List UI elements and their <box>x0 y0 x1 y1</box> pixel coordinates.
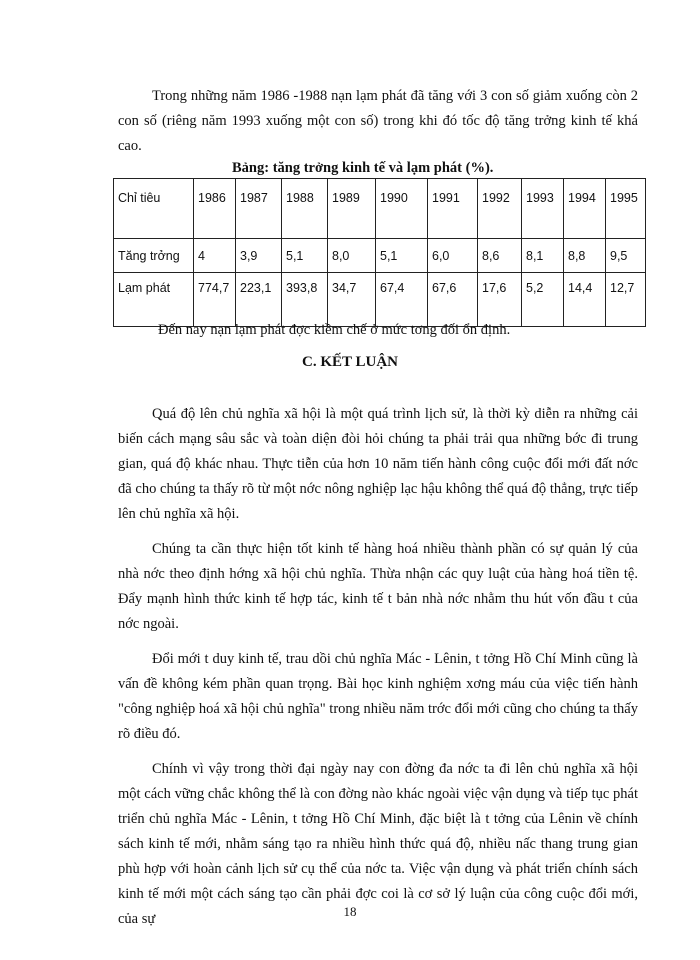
table-cell: 8,0 <box>328 239 376 273</box>
table-row-inflation <box>114 273 646 327</box>
table-cell: 1990 <box>376 179 428 239</box>
table-cell: Tăng trởng <box>114 239 194 273</box>
table-cell: 5,1 <box>282 239 328 273</box>
table-cell: 5,2 <box>522 273 564 327</box>
table-cell: 3,9 <box>236 239 282 273</box>
table-title: Bảng: tăng trởng kinh tế và lạm phát (%). <box>232 160 494 176</box>
conclusion-body <box>118 402 638 942</box>
table-header-row <box>114 179 646 239</box>
paragraph: Đổi mới t duy kinh tế, trau dồi chủ nghĩa Mác - Lênin, t tởng Hồ Chí Minh cũng là vấn đề không kém phần quan trọng. Bài học kinh nghiệm xơng máu của việc tiến hành "công nghiệp hoá xã hội chủ nghĩa" trong nhiều năm trớc đổi mới cũng cho chúng ta thấy rõ điều đó. <box>118 651 638 742</box>
paragraph: Chính vì vậy trong thời đại ngày nay con đờng đa nớc ta đi lên chủ nghĩa xã hội một cách vững chắc không thể là con đờng nào khác ngoài việc vận dụng và tiếp tục phát triển chủ nghĩa Mác - Lênin, t tởng Hồ Chí Minh, đặc biệt là t tởng của Lênin về chính sách kinh tế mới, nhằm sáng tạo ra nhiều hình thức quá độ, nhiều nấc thang trung gian phù hợp với hoàn cảnh lịch sử cụ thể của nớc ta. Việc vận dụng và phát triển chính sách kinh tế mới một cách sáng tạo cần phải đợc coi là cơ sở lý luận của công cuộc đổi mới, của sự <box>118 761 638 927</box>
table-cell: 5,1 <box>376 239 428 273</box>
table-cell: 1988 <box>282 179 328 239</box>
table-cell: 774,7 <box>194 273 236 327</box>
table-cell: 34,7 <box>328 273 376 327</box>
table-cell: 8,6 <box>478 239 522 273</box>
table-cell: 14,4 <box>564 273 606 327</box>
table-cell: 1991 <box>428 179 478 239</box>
table-cell: 67,4 <box>376 273 428 327</box>
paragraph: Quá độ lên chủ nghĩa xã hội là một quá trình lịch sử, là thời kỳ diễn ra những cải biến cách mạng sâu sắc và toàn diện đòi hỏi chúng ta phải trải qua những bớc đi trung gian, quá độ khác nhau. Thực tiễn của hơn 10 năm tiến hành công cuộc đổi mới đất nớc đã cho chúng ta thấy rõ từ một nớc nông nghiệp lạc hậu không thể quá độ thẳng, trực tiếp lên chủ nghĩa xã hội. <box>118 406 638 522</box>
section-heading: C. KẾT LUẬN <box>302 354 398 370</box>
table-cell: 1992 <box>478 179 522 239</box>
table-cell: 1987 <box>236 179 282 239</box>
table-cell: 1989 <box>328 179 376 239</box>
table-cell: 9,5 <box>606 239 646 273</box>
inflation-note: Đến nay nạn lạm phát đợc kiềm chế ở mức tơng đối ổn định. <box>158 322 511 338</box>
paragraph: Chúng ta cần thực hiện tốt kinh tế hàng hoá nhiều thành phần có sự quản lý của nhà nớc theo định hớng xã hội chủ nghĩa. Thừa nhận các quy luật của hàng hoá tiền tệ. Đẩy mạnh hình thức kinh tế hợp tác, kinh tế t bản nhà nớc nhằm thu hút vốn đầu t của nớc ngoài. <box>118 541 638 632</box>
table-cell: 6,0 <box>428 239 478 273</box>
table-cell: 1994 <box>564 179 606 239</box>
table-cell: 67,6 <box>428 273 478 327</box>
table-cell: 8,8 <box>564 239 606 273</box>
table-cell: 1995 <box>606 179 646 239</box>
table-cell: 12,7 <box>606 273 646 327</box>
table-cell: 17,6 <box>478 273 522 327</box>
table-cell: 1986 <box>194 179 236 239</box>
table-cell: 8,1 <box>522 239 564 273</box>
table-cell: Chỉ tiêu <box>114 179 194 239</box>
table-cell: 4 <box>194 239 236 273</box>
table-row-growth <box>114 239 646 273</box>
table-cell: Lạm phát <box>114 273 194 327</box>
growth-inflation-table <box>113 178 646 327</box>
table-cell: 223,1 <box>236 273 282 327</box>
intro-paragraph: Trong những năm 1986 -1988 nạn lạm phát đã tăng với 3 con số giảm xuống còn 2 con số (riêng năm 1993 xuống một con số) trong khi đó tốc độ tăng trởng kinh tế khá cao. <box>118 88 638 154</box>
table-cell: 393,8 <box>282 273 328 327</box>
table-cell: 1993 <box>522 179 564 239</box>
page-number: 18 <box>343 904 357 919</box>
